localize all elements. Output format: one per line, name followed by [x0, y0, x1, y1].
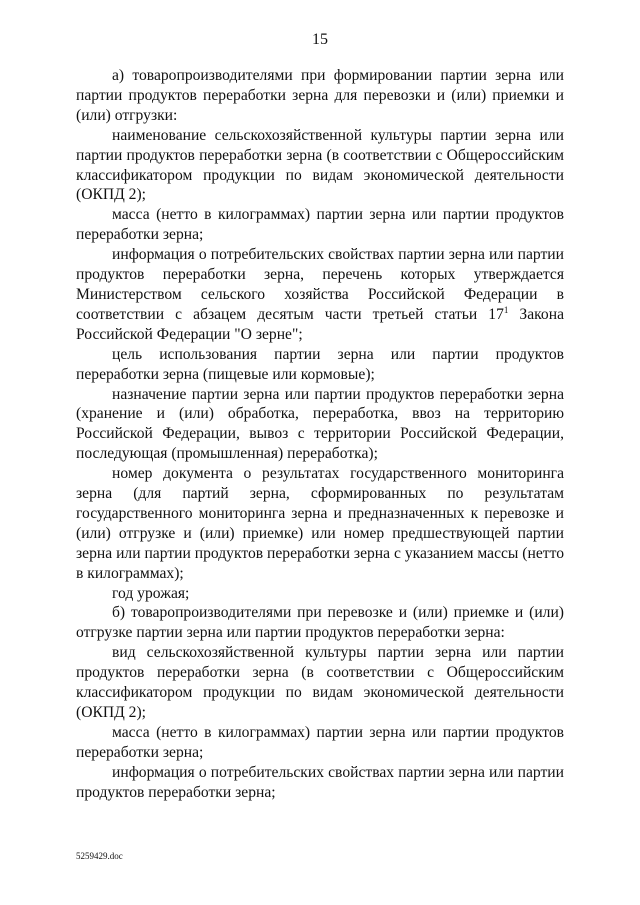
paragraph-consumer-properties-b: информация о потребительских свойствах партии зерна или партии продуктов переработки зерна;	[76, 763, 564, 801]
paragraph-crop-name: наименование сельскохозяйственной культуры партии зерна или партии продуктов переработки зерна (в соответствии с Общероссийским классификатором продукции по видам экономической деятельности (ОКПД 2);	[76, 126, 564, 204]
paragraph-monitoring-document: номер документа о результатах государственного мониторинга зерна (для партий зерна, сформированных по результатам государственного мониторинга зерна и предназначенных к перевозке и (или) отгрузке и (или) приемке) или номер предшествующей партии зерна или партии продуктов переработки зерна с указанием массы (нетто в килограммах);	[76, 465, 564, 582]
paragraph-item-b: б) товаропроизводителями при перевозке и (или) приемке и (или) отгрузке партии зерна или партии продуктов переработки зерна:	[76, 604, 564, 642]
paragraph-usage-purpose: цель использования партии зерна или партии продуктов переработки зерна (пищевые или кормовые);	[76, 345, 564, 383]
page-number: 15	[312, 31, 328, 48]
paragraph-crop-type: вид сельскохозяйственной культуры партии зерна или партии продуктов переработки зерна (в соответствии с Общероссийским классификатором продукции по видам экономической деятельности (ОКПД 2);	[76, 644, 564, 721]
footnote-mark: 1	[503, 304, 509, 315]
paragraph-consumer-properties-text: информация о потребительских свойствах партии зерна или партии продуктов переработки зерна, перечень которых утверждается Министерством сельского хозяйства Российской Федерации в соответствии с абзацем десятым части третьей статьи 17	[76, 246, 564, 323]
paragraph-net-mass: масса (нетто в килограммах) партии зерна или партии продуктов переработки зерна;	[76, 206, 564, 244]
document-body	[76, 66, 564, 803]
paragraph-harvest-year: год урожая;	[112, 584, 190, 602]
paragraph-consumer-properties	[76, 245, 564, 345]
paragraph-consumer-properties-tail: Закона Российской Федерации "О зерне";	[76, 305, 564, 343]
paragraph-net-mass-b: масса (нетто в килограммах) партии зерна или партии продуктов переработки зерна;	[76, 723, 564, 761]
paragraph-item-a: а) товаропроизводителями при формировании партии зерна или партии продуктов переработки зерна для перевозки и (или) приемки и (или) отгрузки:	[76, 67, 564, 124]
paragraph-destination: назначение партии зерна или партии продуктов переработки зерна (хранение и (или) обработка, переработка, ввоз на территорию Российской Федерации, вывоз с территории Российской Федерации, последующая (промышленная) переработка);	[76, 385, 564, 463]
footer-filename: 5259429.doc	[76, 851, 123, 861]
